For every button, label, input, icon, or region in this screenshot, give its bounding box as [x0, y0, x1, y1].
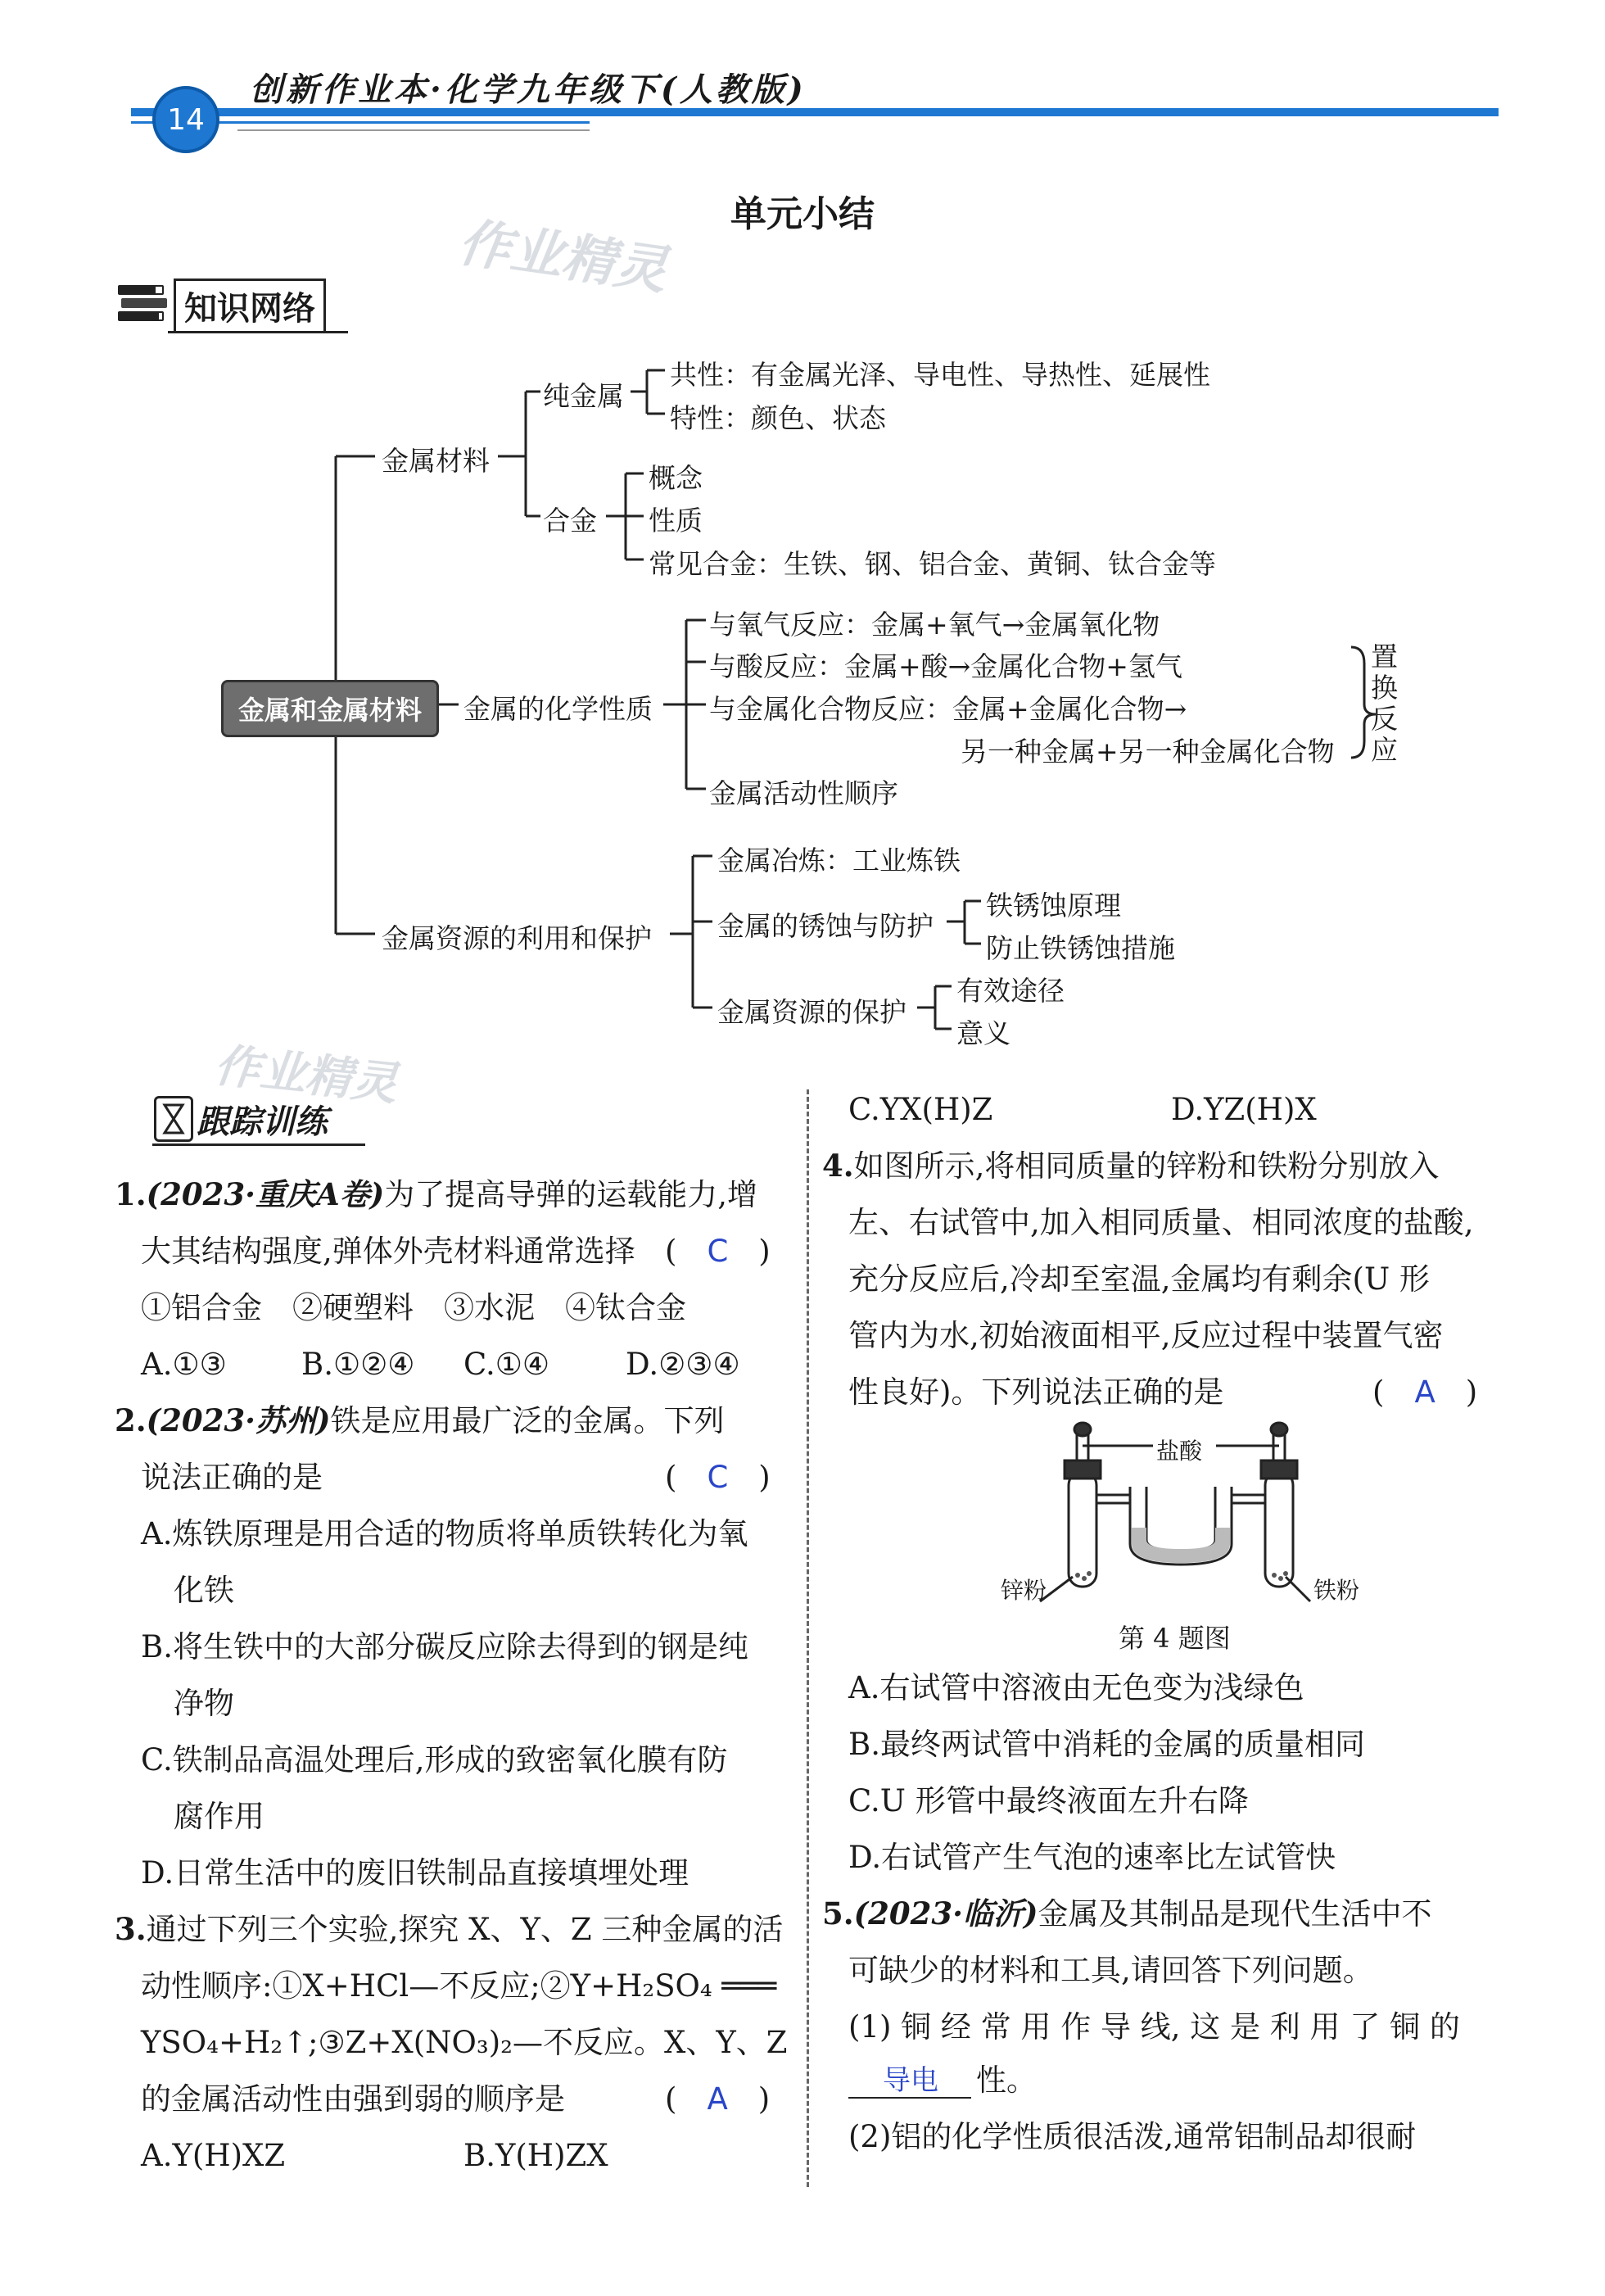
- answer: C: [707, 1460, 729, 1495]
- tree-node-protect-item: 有效途径: [956, 975, 1065, 1007]
- question-5-line: 可缺少的材料和工具,请回答下列问题。: [848, 1953, 1373, 1988]
- tree-node-alloy-item: 性质: [649, 505, 703, 537]
- question-3-line: 动性顺序:①X+HCl—不反应;②Y+H₂SO₄ ═══: [141, 1968, 777, 2004]
- label-underline: [152, 1143, 365, 1146]
- tree-node-chem-item: 与酸反应：金属+酸→金属化合物+氢气: [709, 650, 1182, 682]
- answer-bracket: ( A ): [1372, 1374, 1478, 1410]
- tree-node-rust-item: 防止铁锈蚀措施: [986, 932, 1175, 964]
- option: B.①②④: [301, 1347, 415, 1382]
- question-3-line: YSO₄+H₂↑;③Z+X(NO₃)₂—不反应。X、Y、Z: [141, 2025, 788, 2060]
- question-4-line: 充分反应后,冷却至室温,金属均有剩余(U 形: [848, 1261, 1430, 1297]
- tree-node-smelting: 金属冶炼：工业炼铁: [717, 845, 961, 876]
- option-cont: 腐作用: [174, 1799, 264, 1834]
- option: D.右试管产生气泡的速率比左试管快: [848, 1840, 1336, 1875]
- section-title: 单元小结: [730, 193, 875, 235]
- page-number: 14: [152, 86, 219, 153]
- question-2: 2.(2023·苏州)铁是应用最广泛的金属。下列: [115, 1402, 725, 1438]
- answer: A: [1414, 1374, 1435, 1410]
- hourglass-icon: [154, 1096, 193, 1142]
- figure-label-acid: 盐酸: [1153, 1433, 1205, 1466]
- figure-label-iron: 铁粉: [1313, 1577, 1360, 1604]
- tree-node-special: 特性：颜色、状态: [670, 402, 886, 434]
- option: C.①④: [463, 1347, 550, 1382]
- question-5-sub2: (2)铝的化学性质很活泼,通常铝制品却很耐: [848, 2119, 1417, 2154]
- question-3: 3.通过下列三个实验,探究 X、Y、Z 三种金属的活: [115, 1911, 784, 1947]
- answer-bracket: ( C ): [665, 1460, 771, 1495]
- question-4-line: 性良好)。下列说法正确的是: [848, 1374, 1224, 1410]
- question-4-line: 管内为水,初始液面相平,反应过程中装置气密: [848, 1318, 1444, 1353]
- tree-node-protect: 金属资源的保护: [717, 996, 906, 1028]
- tree-node-protect-item: 意义: [956, 1017, 1010, 1049]
- question-4-line: 左、右试管中,加入相同质量、相同浓度的盐酸,: [848, 1205, 1474, 1240]
- option: B.将生铁中的大部分碳反应除去得到的钢是纯: [141, 1629, 748, 1664]
- watermark: 作业精灵: [211, 1039, 400, 1112]
- answer-bracket: ( A ): [665, 2081, 771, 2117]
- option: B.Y(H)ZX: [463, 2138, 608, 2173]
- handwritten-answer: 导电: [883, 2064, 938, 2097]
- question-4: 4.如图所示,将相同质量的锌粉和铁粉分别放入: [822, 1148, 1440, 1184]
- figure-caption: 第 4 题图: [1119, 1623, 1231, 1654]
- question-5: 5.(2023·临沂)金属及其制品是现代生活中不: [822, 1895, 1432, 1931]
- question-2-line: 说法正确的是: [141, 1460, 323, 1495]
- tree-root: 金属和金属材料: [221, 680, 439, 737]
- tree-node-common: 共性：有金属光泽、导电性、导热性、延展性: [670, 359, 1210, 391]
- column-divider: [807, 1089, 809, 2187]
- question-1: 1.(2023·重庆A卷)为了提高导弹的运载能力,增: [115, 1176, 757, 1212]
- figure-label-zinc: 锌粉: [1001, 1577, 1047, 1604]
- option: D.日常生活中的废旧铁制品直接填埋处理: [141, 1855, 689, 1891]
- answer-bracket: ( C ): [665, 1234, 771, 1269]
- tree-node-alloy-item: 常见合金：生铁、钢、铝合金、黄铜、钛合金等: [649, 548, 1216, 580]
- practice-label: 跟踪训练: [197, 1103, 328, 1141]
- option: A.炼铁原理是用合适的物质将单质铁转化为氧: [141, 1516, 748, 1551]
- option: C.YX(H)Z: [848, 1092, 993, 1127]
- tree-node-chem-item: 与金属化合物反应：金属+金属化合物→: [709, 693, 1187, 725]
- tree-node-alloy: 合金: [543, 505, 597, 537]
- tree-node-chem-item: 金属活动性顺序: [709, 777, 898, 809]
- option: C.铁制品高温处理后,形成的致密氧化膜有防: [141, 1742, 728, 1777]
- tree-node-rust-item: 铁锈蚀原理: [986, 890, 1121, 922]
- option-cont: 化铁: [174, 1573, 234, 1608]
- tree-node-chem-item: 另一种金属+另一种金属化合物: [961, 736, 1335, 768]
- tree-node-resources: 金属资源的利用和保护: [382, 922, 652, 954]
- question-1-items: ①铝合金 ②硬塑料 ③水泥 ④钛合金: [141, 1290, 686, 1325]
- answer: A: [707, 2081, 728, 2117]
- tree-node-rust: 金属的锈蚀与防护: [717, 910, 934, 942]
- knowledge-network-label: 知识网络: [174, 279, 326, 333]
- option: A.①③: [141, 1347, 227, 1382]
- displacement-reaction-label: 置 换 反 应: [1371, 641, 1398, 766]
- option: B.最终两试管中消耗的金属的质量相同: [848, 1727, 1365, 1762]
- watermark: 作业精灵: [454, 212, 671, 302]
- question-3-line: 的金属活动性由强到弱的顺序是: [141, 2081, 565, 2117]
- option: D.YZ(H)X: [1171, 1092, 1317, 1127]
- book-title: 创新作业本·化学九年级下(人教版): [250, 70, 807, 109]
- tree-node-metal-materials: 金属材料: [382, 445, 490, 477]
- question-1-line: 大其结构强度,弹体外壳材料通常选择: [141, 1234, 635, 1269]
- tree-node-chem-item: 与氧气反应：金属+氧气→金属氧化物: [709, 609, 1160, 641]
- question-5-sub1-tail: 性。: [976, 2063, 1037, 2098]
- option: D.②③④: [626, 1347, 740, 1382]
- option-cont: 净物: [174, 1686, 234, 1721]
- question-5-sub1: (1) 铜 经 常 用 作 导 线, 这 是 利 用 了 铜 的: [848, 2009, 1460, 2045]
- option: C.U 形管中最终液面左升右降: [848, 1783, 1249, 1818]
- answer: C: [707, 1234, 729, 1269]
- option: A.Y(H)XZ: [141, 2138, 286, 2173]
- tree-node-alloy-item: 概念: [649, 462, 703, 494]
- tree-node-pure-metal: 纯金属: [543, 380, 624, 412]
- tree-node-chem-properties: 金属的化学性质: [463, 693, 653, 725]
- option: A.右试管中溶液由无色变为浅绿色: [848, 1670, 1304, 1705]
